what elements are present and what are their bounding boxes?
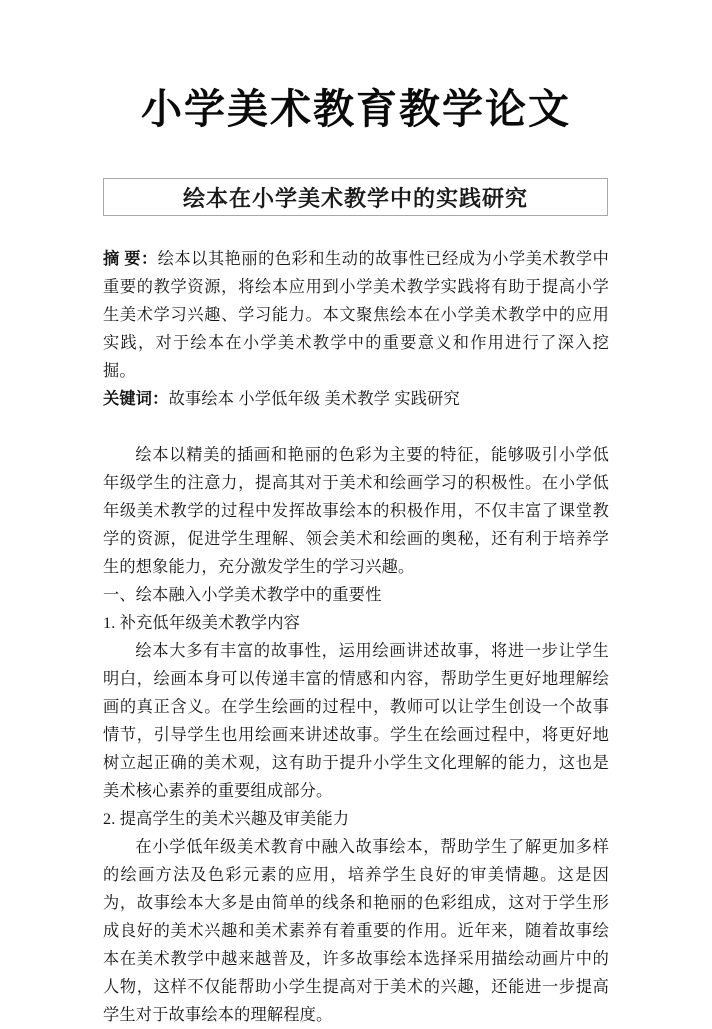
subsection-2-paragraph: 在小学低年级美术教育中融入故事绘本，帮助学生了解更加多样的绘画方法及色彩元素的应用，培养学生良好的审美情趣。这是因为，故事绘本大多是由简单的线条和艳丽的色彩组成，这对于学生形成良好的美术兴趣和美术素养有着重要的作用。近年来，随着故事绘本在美术教学中越来越普及，许多故事绘本选择采用描绘动画片中的人物，这样不仅能帮助小学生提高对于美术的兴趣，还能进一步提高学生对于故事绘本的理解程度。 xyxy=(103,838,609,1024)
section-spacer xyxy=(103,413,609,441)
section-heading-1: 一、绘本融入小学美术教学中的重要性 xyxy=(103,586,382,604)
keywords-paragraph xyxy=(103,385,609,413)
keywords-label: 关键词： xyxy=(103,390,169,408)
abstract-label: 摘 要： xyxy=(103,250,158,268)
abstract-paragraph xyxy=(103,245,609,385)
subsection-heading-1: 1. 补充低年级美术教学内容 xyxy=(103,614,301,632)
abstract-text: 绘本以其艳丽的色彩和生动的故事性已经成为小学美术教学中重要的教学资源，将绘本应用到小学美术教学实践将有助于提高小学生美术学习兴趣、学习能力。本文聚焦绘本在小学美术教学中的应用实践，对于绘本在小学美术教学中的重要意义和作用进行了深入挖掘。 xyxy=(103,250,609,380)
document-subtitle: 绘本在小学美术教学中的实践研究 xyxy=(182,185,528,211)
document-body xyxy=(103,245,609,1029)
document-title: 小学美术教育教学论文 xyxy=(141,86,571,132)
subsection-1-paragraph: 绘本大多有丰富的故事性，运用绘画讲述故事，将进一步让学生明白，绘画本身可以传递丰富的情感和内容，帮助学生更好地理解绘画的真正含义。在学生绘画的过程中，教师可以让学生创设一个故事情节，引导学生也用绘画来讲述故事。学生在绘画过程中，将更好地树立起正确的美术观，这有助于提升小学生文化理解的能力，这也是美术核心素养的重要组成部分。 xyxy=(103,642,609,800)
keywords-text: 故事绘本 小学低年级 美术教学 实践研究 xyxy=(168,390,460,408)
intro-paragraph: 绘本以精美的插画和艳丽的色彩为主要的特征，能够吸引小学低年级学生的注意力，提高其对于美术和绘画学习的积极性。在小学低年级美术教学的过程中发挥故事绘本的积极作用，不仅丰富了课堂教学的资源，促进学生理解、领会美术和绘画的奥秘，还有利于培养学生的想象能力，充分激发学生的学习兴趣。 xyxy=(103,446,609,576)
subtitle-box xyxy=(103,178,608,216)
subsection-heading-2: 2. 提高学生的美术兴趣及审美能力 xyxy=(103,810,350,828)
